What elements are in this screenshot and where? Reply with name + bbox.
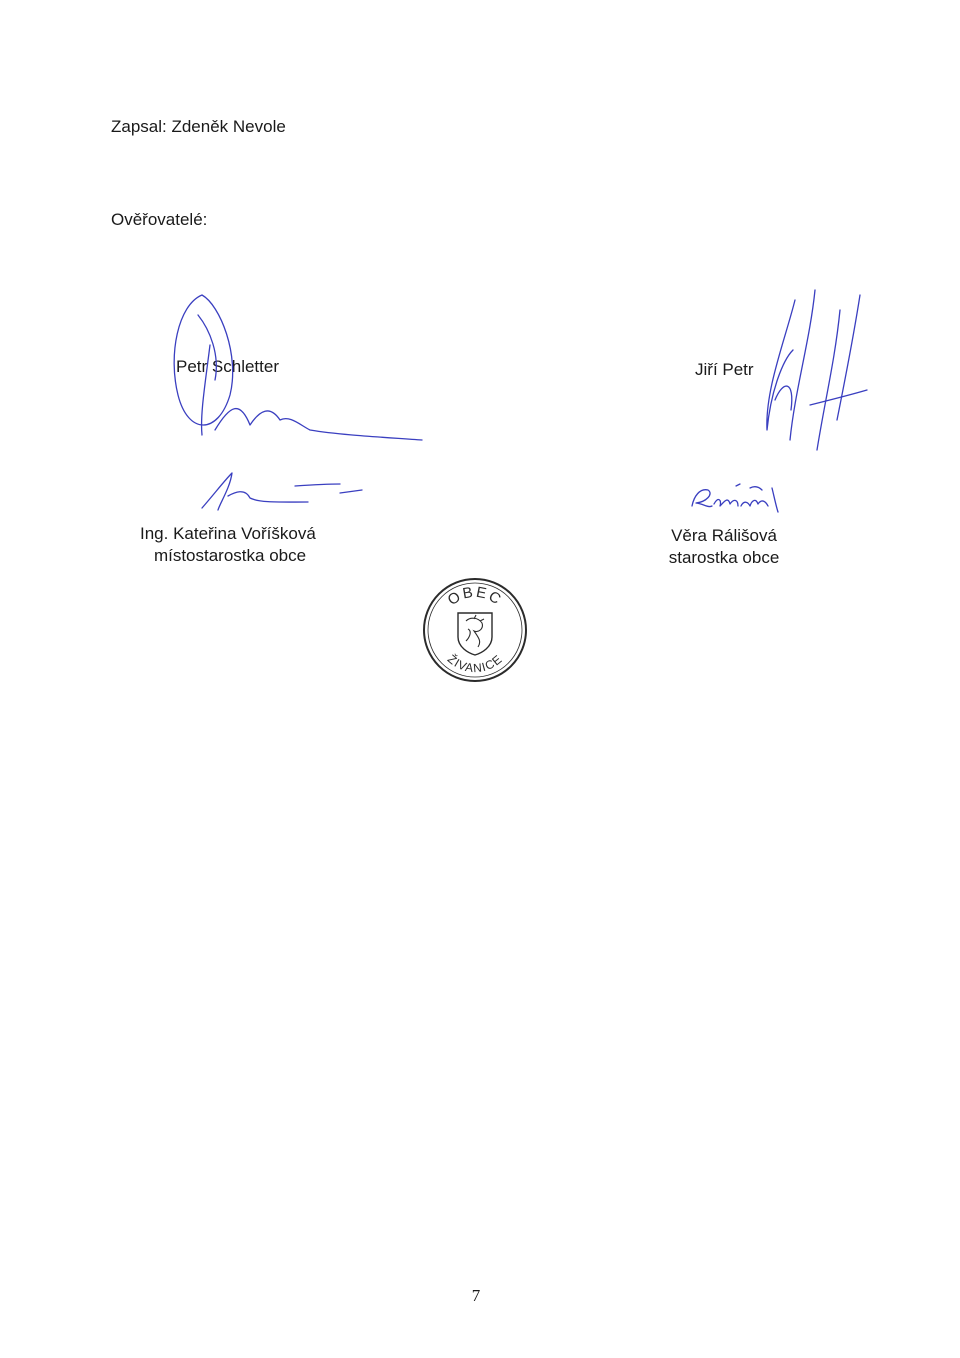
verifier-left-name: Petr Schletter [176,357,279,376]
verifier-right-name: Jiří Petr [695,360,754,379]
svg-text:ŽIVANICE: ŽIVANICE [444,651,506,676]
municipal-stamp [420,575,530,685]
recorder-line: Zapsal: Zdeněk Nevole [111,117,286,136]
coat-of-arms-icon [458,613,492,655]
verifiers-heading: Ověřovatelé: [111,210,208,229]
svg-text:OBEC: OBEC [444,583,506,610]
signature-deputy [190,468,370,518]
page-number: 7 [471,1286,481,1305]
signature-verifier-right [755,280,875,455]
mayor-name: Věra Rálišová [671,526,777,545]
signature-mayor [686,478,796,518]
mayor-role: starostka obce [668,548,780,567]
deputy-name: Ing. Kateřina Voříšková [140,524,316,543]
signature-verifier-left [160,285,430,455]
deputy-role: místostarostka obce [153,546,307,565]
